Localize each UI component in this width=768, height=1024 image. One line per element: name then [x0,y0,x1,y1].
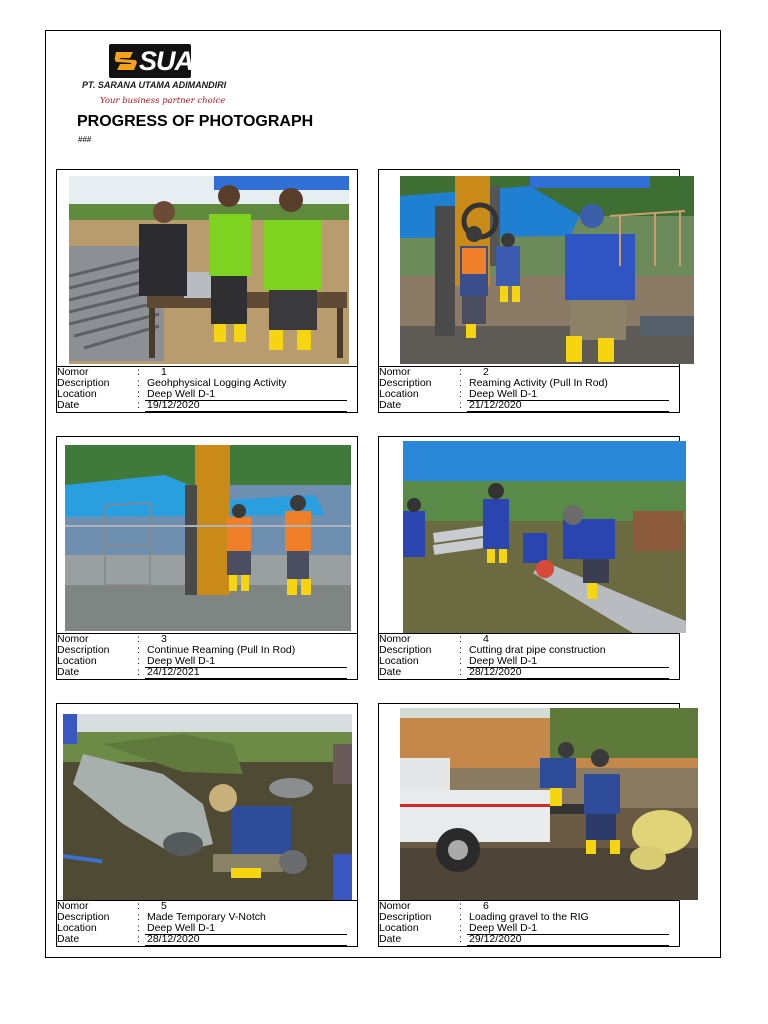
description-row: Description : Cutting drat pipe construction [379,644,606,656]
location-value: Deep Well D-1 [147,388,216,400]
photo-card-5 [56,703,358,947]
photo-card-4 [378,436,680,680]
date-value: 28/12/2020 [469,666,522,678]
nomor-row: Nomor : 6 [379,900,489,912]
date-row: Date : 24/12/2021 [57,667,357,678]
description-value: Geohphysical Logging Activity [147,377,287,389]
nomor-value: 5 [161,900,167,912]
location-row: Location : Deep Well D-1 [57,656,357,667]
location-value: Deep Well D-1 [469,922,538,934]
description-row: Description : Loading gravel to the RIG [379,911,589,923]
date-value: 28/12/2020 [147,933,200,945]
description-row: Description : Made Temporary V-Notch [57,911,266,923]
date-value: 29/12/2020 [469,933,522,945]
location-row: Location : Deep Well D-1 [379,923,679,934]
location-value: Deep Well D-1 [147,922,216,934]
entry-3-info [57,633,357,679]
nomor-row: Nomor : 4 [379,633,489,645]
description-value: Made Temporary V-Notch [147,911,266,923]
nomor-row: Nomor : 5 [57,900,167,912]
photo-continue-reaming [65,445,351,631]
logo-s-icon [113,47,139,75]
location-value: Deep Well D-1 [147,655,216,667]
page-title: PROGRESS OF PHOTOGRAPH [77,113,314,130]
entry-4-info [379,633,679,679]
location-value: Deep Well D-1 [469,655,538,667]
description-row: Description : Geohphysical Logging Activity [57,377,287,389]
nomor-value: 3 [161,633,167,645]
date-row: Date : 28/12/2020 [57,934,357,945]
description-value: Continue Reaming (Pull In Rod) [147,644,296,656]
entry-5-info [57,900,357,946]
photo-card-2 [378,169,680,413]
description-value: Cutting drat pipe construction [469,644,606,656]
entry-1-info [57,366,357,412]
photo-reaming-activity [400,176,694,364]
description-row: Description : Reaming Activity (Pull In Rod) [379,377,608,389]
nomor-row: Nomor : 3 [57,633,167,645]
photo-card-6 [378,703,680,947]
photo-loading-gravel [400,708,698,900]
date-row: Date : 29/12/2020 [379,934,679,945]
date-row: Date : 28/12/2020 [379,667,679,678]
logo-text: SUA [139,46,194,76]
date-value: 19/12/2020 [147,399,200,411]
date-row: Date : 19/12/2020 [57,400,357,411]
description-value: Loading gravel to the RIG [469,911,589,923]
photo-card-1 [56,169,358,413]
photo-logging-activity [69,176,349,364]
photo-card-3 [56,436,358,680]
description-row: Description : Continue Reaming (Pull In Rod) [57,644,296,656]
nomor-row: Nomor : 2 [379,366,489,378]
location-value: Deep Well D-1 [469,388,538,400]
description-value: Reaming Activity (Pull In Rod) [469,377,608,389]
location-row: Location : Deep Well D-1 [379,389,679,400]
nomor-value: 2 [483,366,489,378]
page-subtitle: ### [78,135,92,144]
document-page [45,30,721,958]
entry-2-info [379,366,679,412]
company-name: PT. SARANA UTAMA ADIMANDIRI [82,80,227,90]
date-value: 24/12/2021 [147,666,200,678]
location-row: Location : Deep Well D-1 [57,923,357,934]
logo-badge [109,44,194,78]
entry-6-info [379,900,679,946]
nomor-row: Nomor : 1 [57,366,167,378]
company-tagline: Your business partner choice [100,96,226,106]
location-row: Location : Deep Well D-1 [379,656,679,667]
photo-cutting-pipe [403,441,686,633]
date-row: Date : 21/12/2020 [379,400,679,411]
location-row: Location : Deep Well D-1 [57,389,357,400]
date-value: 21/12/2020 [469,399,522,411]
nomor-value: 1 [161,366,167,378]
nomor-value: 6 [483,900,489,912]
nomor-value: 4 [483,633,489,645]
photo-v-notch [63,714,352,900]
